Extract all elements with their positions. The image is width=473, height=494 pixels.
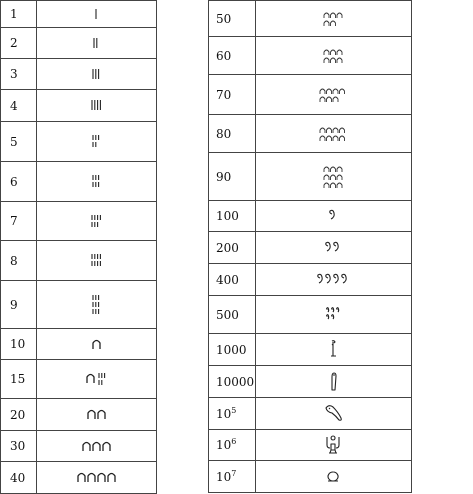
number-label: 10000	[216, 374, 255, 389]
tens-arch-icon	[337, 183, 342, 188]
tens-arch-icon	[333, 128, 338, 133]
number-cell	[1, 59, 37, 90]
number-cell	[209, 430, 256, 461]
symbol-cell	[256, 430, 412, 461]
table-row	[1, 462, 157, 494]
number-cell	[1, 431, 37, 462]
tens-arch-icon	[337, 167, 342, 172]
numeral-4-icon	[91, 100, 103, 111]
numeral-70-icon	[320, 87, 347, 103]
table-row	[1, 28, 157, 59]
tens-arch-icon	[337, 13, 342, 18]
table-row	[209, 334, 412, 366]
symbol-cell	[37, 162, 157, 202]
number-label: 100	[216, 209, 239, 223]
coil-rope-icon	[342, 274, 346, 283]
tens-arch-icon	[88, 411, 95, 420]
coil-rope-icon	[334, 274, 338, 283]
numeral-100-icon	[329, 209, 338, 223]
number-cell	[209, 232, 256, 264]
symbol-cell	[37, 90, 157, 122]
tens-arch-icon	[337, 58, 342, 63]
numeral-40-icon	[77, 472, 117, 483]
number-cell	[1, 90, 37, 122]
numeral-6-icon	[92, 175, 102, 188]
tadpole-icon	[324, 404, 344, 423]
symbol-cell	[37, 241, 157, 281]
table-row	[1, 399, 157, 431]
table-row	[1, 329, 157, 360]
symbol-cell	[256, 232, 412, 264]
number-cell	[1, 122, 37, 162]
table-row	[1, 122, 157, 162]
table-row	[209, 398, 412, 430]
number-cell	[1, 399, 37, 431]
number-label: 400	[216, 272, 239, 287]
symbol-cell	[37, 360, 157, 399]
number-label: 15	[10, 372, 26, 386]
number-cell	[209, 75, 256, 115]
table-row	[1, 162, 157, 202]
coil-rope-icon	[330, 210, 334, 219]
symbol-cell	[37, 59, 157, 90]
coil-rope-icon	[326, 308, 328, 312]
numeral-9-icon	[92, 295, 102, 315]
table-row	[1, 431, 157, 462]
number-cell	[1, 281, 37, 329]
tens-arch-icon	[327, 97, 332, 102]
symbol-cell	[37, 202, 157, 241]
number-exponent: 5	[231, 405, 237, 415]
tens-arch-icon	[98, 474, 105, 483]
table-row	[209, 430, 412, 461]
table-row	[1, 1, 157, 28]
coil-rope-icon	[326, 315, 328, 319]
number-cell	[1, 1, 37, 28]
symbol-cell	[256, 461, 412, 493]
tens-arch-icon	[98, 411, 105, 420]
number-cell	[209, 334, 256, 366]
numeral-30-icon	[82, 441, 112, 452]
number-label: 10	[10, 337, 26, 351]
symbol-cell	[37, 329, 157, 360]
number-label: 20	[10, 407, 26, 422]
tens-arch-icon	[87, 374, 94, 383]
number-label: 8	[10, 253, 18, 268]
tens-arch-icon	[327, 89, 332, 94]
symbol-cell	[256, 296, 412, 334]
table-row	[1, 90, 157, 122]
table-row	[1, 281, 157, 329]
numeral-3-icon	[92, 69, 102, 80]
numeral-2-icon	[93, 38, 100, 49]
symbol-cell	[256, 75, 412, 115]
lotus-icon	[329, 340, 339, 359]
number-cell	[209, 153, 256, 201]
number-label: 6	[10, 174, 18, 189]
table-row	[209, 461, 412, 493]
symbol-cell	[256, 264, 412, 296]
numeral-20-icon	[87, 409, 107, 420]
tens-arch-icon	[324, 21, 329, 26]
number-cell	[209, 366, 256, 398]
numeral-5-icon	[92, 135, 102, 148]
number-cell	[209, 398, 256, 430]
heh-god-icon	[324, 435, 343, 456]
table-row	[209, 201, 412, 232]
number-cell	[209, 461, 256, 493]
numeral-90-icon	[324, 165, 344, 189]
numeral-1-icon	[95, 9, 99, 20]
tens-arch-icon	[330, 50, 335, 55]
numeral-60-icon	[324, 48, 344, 64]
number-cell	[209, 115, 256, 153]
numeral-400-icon	[317, 273, 350, 287]
table-row	[209, 153, 412, 201]
number-label: 30	[10, 439, 26, 453]
table-row	[1, 241, 157, 281]
number-label: 7	[10, 214, 18, 228]
tens-arch-icon	[103, 442, 110, 451]
coil-rope-icon	[331, 315, 333, 319]
symbol-cell	[37, 28, 157, 59]
number-label: 80	[216, 126, 232, 141]
tens-arch-icon	[324, 175, 329, 180]
number-cell	[209, 201, 256, 232]
right-numeral-table	[208, 0, 412, 493]
tens-arch-icon	[333, 136, 338, 141]
number-label: 40	[10, 470, 26, 485]
tens-arch-icon	[78, 474, 85, 483]
table-row	[1, 360, 157, 399]
number-label: 10	[216, 469, 232, 484]
symbol-cell	[256, 1, 412, 37]
number-cell	[1, 462, 37, 494]
coil-rope-icon	[336, 308, 338, 312]
tens-arch-icon	[320, 97, 325, 102]
number-cell	[1, 329, 37, 360]
number-cell	[209, 1, 256, 37]
number-label: 5	[10, 134, 18, 149]
numeral-80-icon	[320, 126, 347, 142]
coil-rope-icon	[326, 242, 330, 251]
tens-arch-icon	[93, 340, 100, 349]
table-row	[209, 115, 412, 153]
coil-rope-icon	[326, 274, 330, 283]
symbol-cell	[256, 37, 412, 75]
number-label: 2	[10, 36, 18, 50]
symbol-cell	[256, 201, 412, 232]
number-cell	[209, 296, 256, 334]
number-exponent: 7	[231, 468, 237, 478]
tens-arch-icon	[327, 136, 332, 141]
number-exponent: 6	[231, 437, 237, 446]
coil-rope-icon	[331, 308, 333, 312]
number-label: 90	[216, 169, 232, 184]
number-label: 500	[216, 307, 239, 322]
tens-arch-icon	[330, 183, 335, 188]
shen-ring-icon	[327, 471, 340, 483]
number-cell	[1, 360, 37, 399]
tens-arch-icon	[324, 183, 329, 188]
table-row	[209, 232, 412, 264]
numeral-500-icon	[326, 307, 342, 322]
table-row	[1, 202, 157, 241]
number-label: 3	[10, 67, 18, 81]
tens-arch-icon	[340, 128, 345, 133]
number-label: 1	[10, 7, 18, 21]
symbol-cell	[37, 122, 157, 162]
number-label: 10	[216, 406, 232, 421]
tens-arch-icon	[337, 50, 342, 55]
numeral-50-icon	[324, 11, 344, 27]
tens-arch-icon	[330, 175, 335, 180]
number-cell	[209, 264, 256, 296]
table-row	[1, 59, 157, 90]
symbol-cell	[256, 398, 412, 430]
number-label: 60	[216, 48, 232, 63]
tens-arch-icon	[324, 13, 329, 18]
tens-arch-icon	[327, 128, 332, 133]
numeral-15-icon	[86, 373, 108, 386]
tens-arch-icon	[88, 474, 95, 483]
tens-arch-icon	[320, 89, 325, 94]
tens-arch-icon	[340, 136, 345, 141]
symbol-cell	[256, 153, 412, 201]
numeral-7-icon	[91, 215, 103, 228]
symbol-cell	[256, 366, 412, 398]
numeral-8-icon	[91, 254, 103, 267]
tens-arch-icon	[333, 89, 338, 94]
coil-rope-icon	[318, 274, 322, 283]
tens-arch-icon	[330, 13, 335, 18]
number-cell	[1, 241, 37, 281]
number-label: 200	[216, 240, 239, 255]
symbol-cell	[256, 115, 412, 153]
number-cell	[1, 202, 37, 241]
symbol-cell	[37, 281, 157, 329]
symbol-cell	[37, 462, 157, 494]
number-label: 9	[10, 297, 18, 312]
number-label: 4	[10, 98, 18, 113]
symbol-cell	[37, 399, 157, 431]
tens-arch-icon	[330, 167, 335, 172]
tens-arch-icon	[93, 442, 100, 451]
number-label: 50	[216, 11, 232, 26]
coil-rope-icon	[334, 242, 338, 251]
table-row	[209, 75, 412, 115]
number-cell	[1, 162, 37, 202]
tens-arch-icon	[83, 442, 90, 451]
table-row	[209, 366, 412, 398]
left-numeral-table	[0, 0, 157, 494]
table-row	[209, 1, 412, 37]
tens-arch-icon	[320, 128, 325, 133]
numeral-10-icon	[92, 339, 102, 350]
table-row	[209, 264, 412, 296]
tens-arch-icon	[330, 21, 335, 26]
tens-arch-icon	[324, 50, 329, 55]
tens-arch-icon	[333, 97, 338, 102]
symbol-cell	[37, 1, 157, 28]
number-label: 1000	[216, 342, 247, 357]
finger-icon	[329, 372, 339, 392]
number-label: 70	[216, 87, 232, 102]
tens-arch-icon	[108, 474, 115, 483]
symbol-cell	[256, 334, 412, 366]
number-label: 10	[216, 438, 232, 452]
tens-arch-icon	[324, 167, 329, 172]
symbol-cell	[37, 431, 157, 462]
numeral-200-icon	[325, 241, 342, 255]
tens-arch-icon	[320, 136, 325, 141]
tens-arch-icon	[340, 89, 345, 94]
table-row	[209, 37, 412, 75]
number-cell	[1, 28, 37, 59]
tens-arch-icon	[330, 58, 335, 63]
number-cell	[209, 37, 256, 75]
tens-arch-icon	[337, 175, 342, 180]
table-row	[209, 296, 412, 334]
tens-arch-icon	[324, 58, 329, 63]
